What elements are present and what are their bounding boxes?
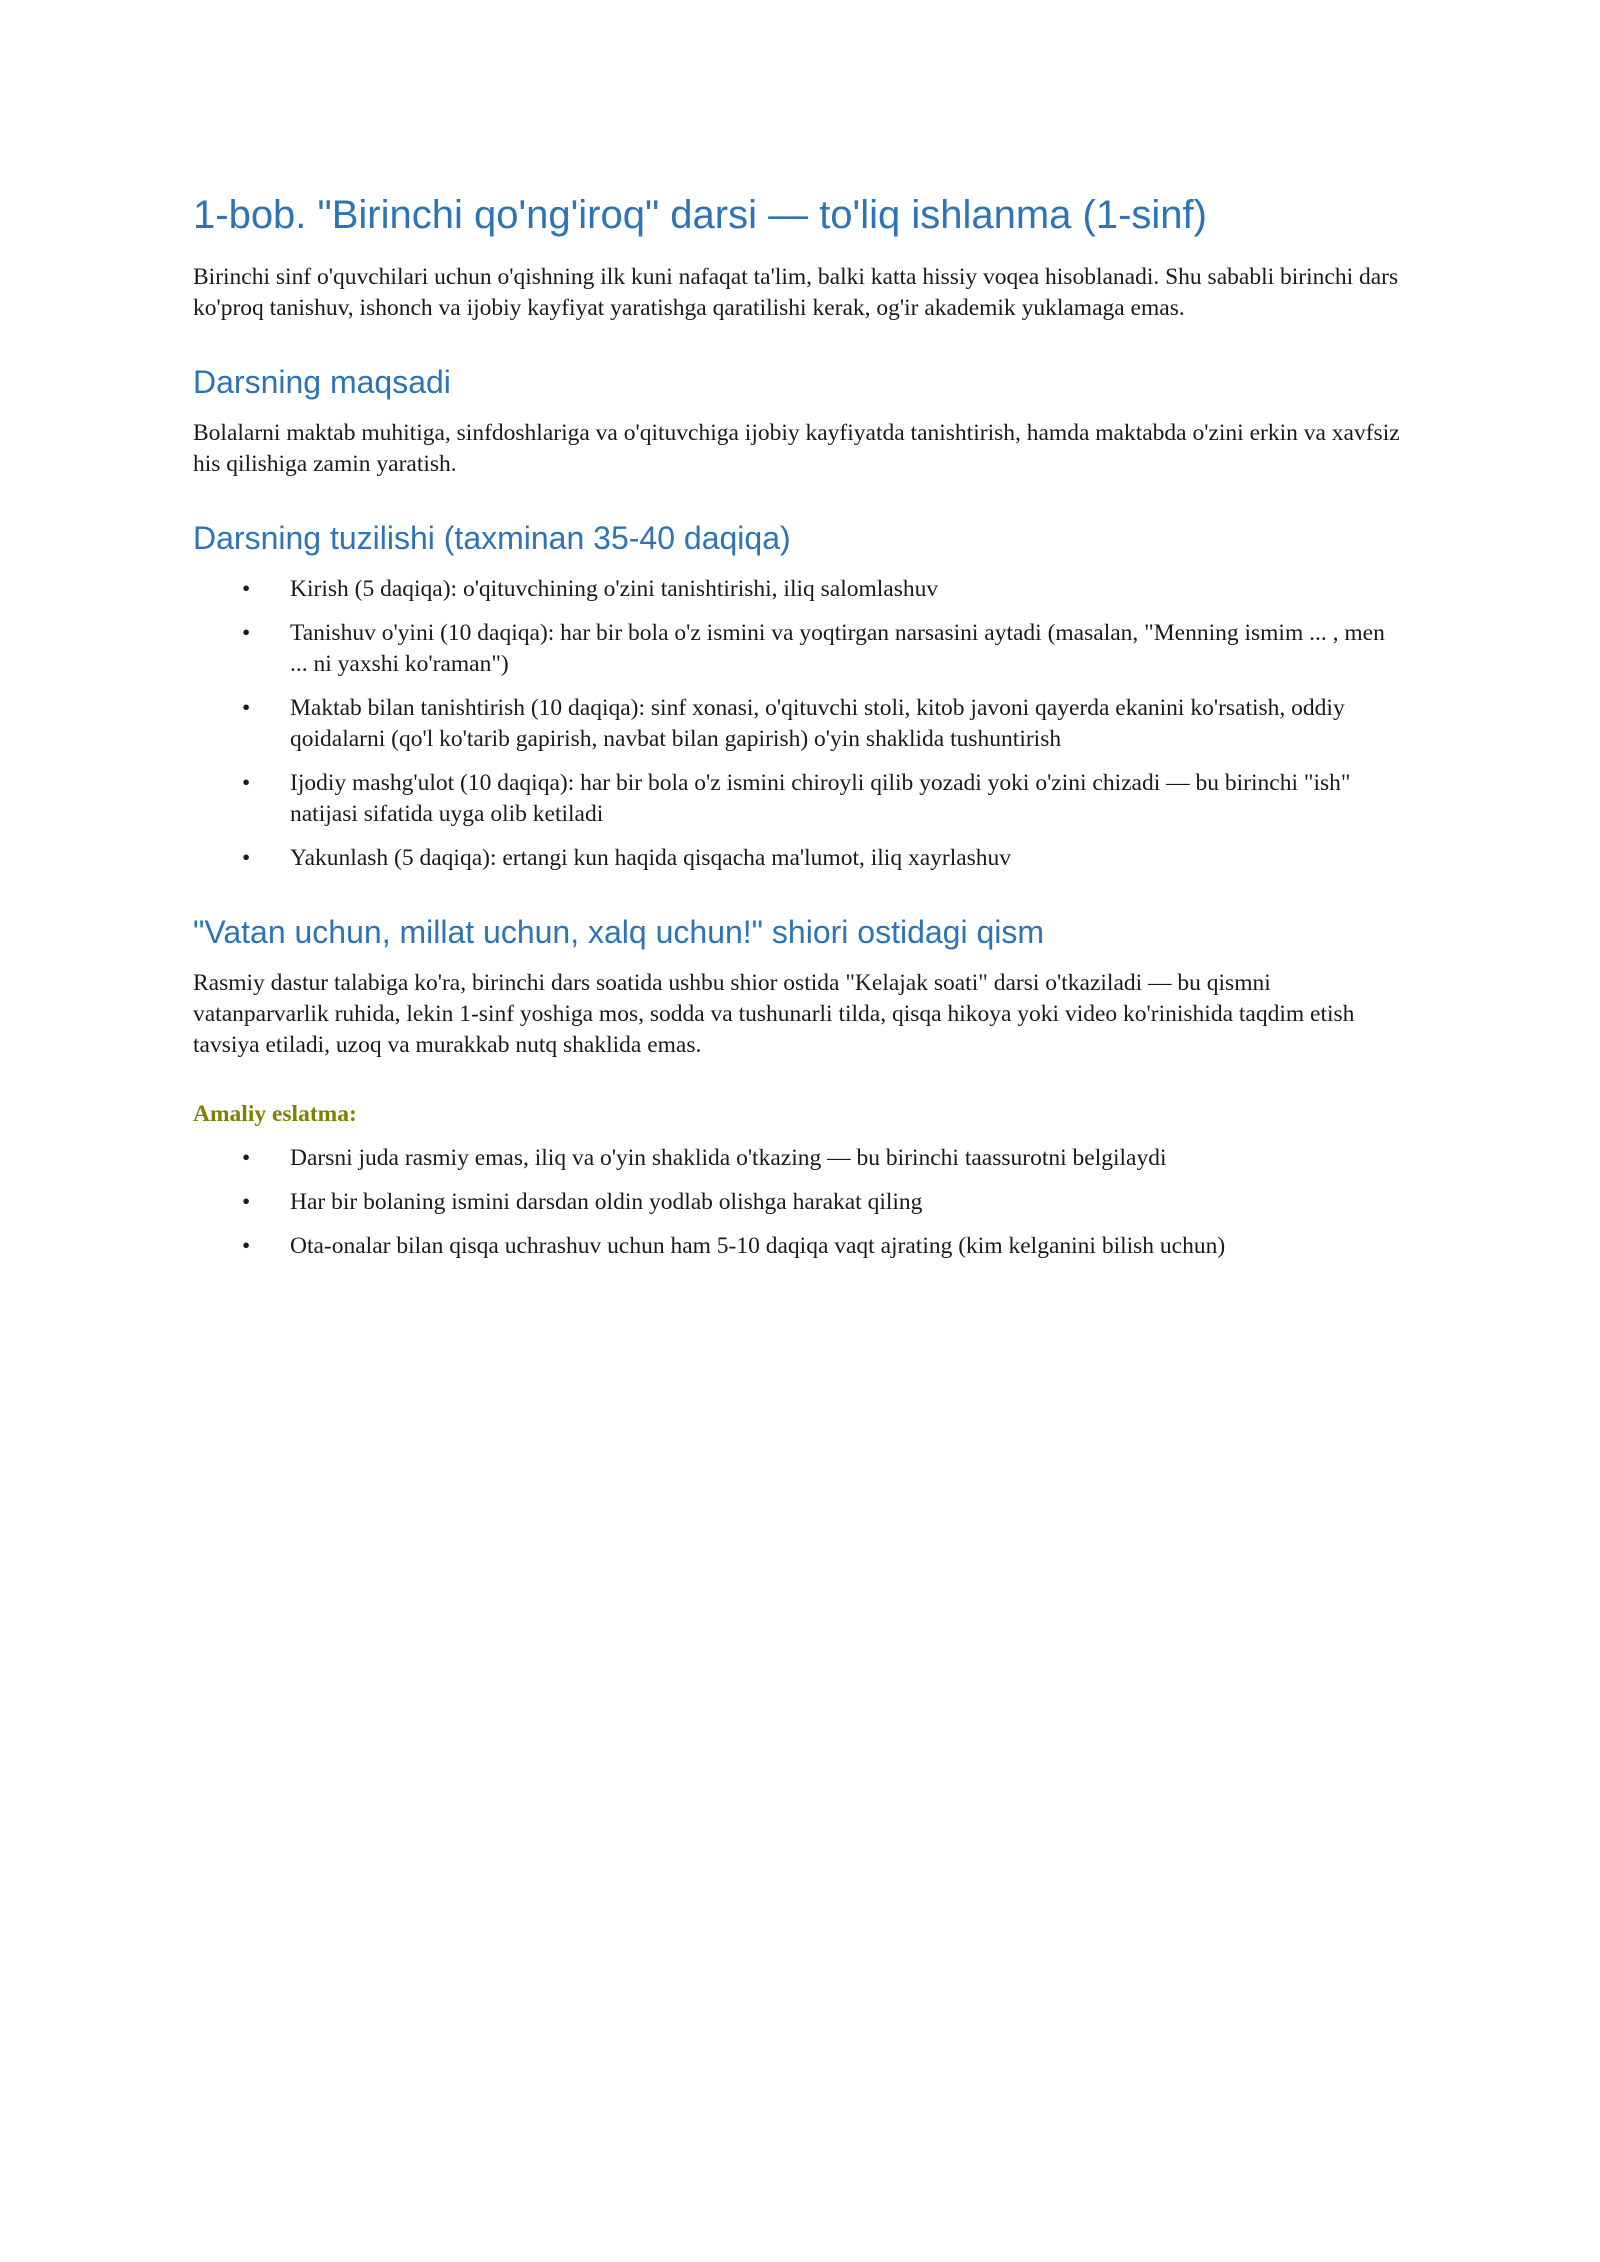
goal-heading: Darsning maqsadi bbox=[193, 364, 451, 400]
list-item-text: Kirish (5 daqiqa): o'qituvchining o'zini tanishtirishi, iliq salomlashuv bbox=[290, 576, 939, 602]
list-item bbox=[193, 843, 1408, 874]
structure-heading: Darsning tuzilishi (taxminan 35-40 daqiqa) bbox=[193, 520, 791, 556]
list-item bbox=[193, 574, 1408, 605]
list-item-text: Tanishuv o'yini (10 daqiqa): har bir bola o'z ismini va yoqtirgan narsasini aytadi (masalan, "Menning ismim ... , men ... ni yaxshi ko'raman") bbox=[290, 620, 1385, 677]
list-item-text: Maktab bilan tanishtirish (10 daqiqa): sinf xonasi, o'qituvchi stoli, kitob javoni qayerda ekanini ko'rsatish, oddiy qoidalarni (qo'l ko'tarib gapirish, navbat bilan gapirish) o'yin shaklida tushuntirish bbox=[290, 695, 1345, 752]
list-item-text: Yakunlash (5 daqiqa): ertangi kun haqida qisqacha ma'lumot, iliq xayrlashuv bbox=[290, 845, 1012, 871]
practical-note-list bbox=[193, 1143, 1408, 1262]
bullet-icon: • bbox=[242, 1189, 251, 1215]
bullet-icon: • bbox=[242, 695, 251, 721]
bullet-icon: • bbox=[242, 576, 251, 602]
list-item-text: Ijodiy mashg'ulot (10 daqiqa): har bir bola o'z ismini chiroyli qilib yozadi yoki o'zini chizadi — bu birinchi "ish" natijasi sifatida uyga olib ketiladi bbox=[290, 770, 1351, 827]
practical-note-label: Amaliy eslatma: bbox=[193, 1101, 357, 1127]
list-item bbox=[193, 1187, 1408, 1218]
motto-heading: "Vatan uchun, millat uchun, xalq uchun!" shiori ostidagi qism bbox=[193, 914, 1045, 950]
list-item bbox=[193, 1143, 1408, 1174]
list-item bbox=[193, 768, 1408, 830]
list-item bbox=[193, 693, 1408, 755]
bullet-icon: • bbox=[242, 770, 251, 796]
list-item-text: Darsni juda rasmiy emas, iliq va o'yin shaklida o'tkazing — bu birinchi taassurotni belgilaydi bbox=[290, 1145, 1167, 1171]
motto-paragraph: Rasmiy dastur talabiga ko'ra, birinchi dars soatida ushbu shior ostida "Kelajak soati" darsi o'tkaziladi — bu qismni vatanparvarlik ruhida, lekin 1-sinf yoshiga mos, sodda va tushunarli tilda, qisqa hikoya yoki video ko'rinishida taqdim etish tavsiya etiladi, uzoq va murakkab nutq shaklida emas. bbox=[193, 970, 1355, 1058]
document-content bbox=[193, 190, 1408, 1300]
list-item-text: Har bir bolaning ismini darsdan oldin yodlab olishga harakat qiling bbox=[290, 1189, 923, 1215]
list-item bbox=[193, 1231, 1408, 1262]
structure-list bbox=[193, 574, 1408, 874]
bullet-icon: • bbox=[242, 845, 251, 871]
bullet-icon: • bbox=[242, 1233, 251, 1259]
goal-paragraph: Bolalarni maktab muhitiga, sinfdoshlariga va o'qituvchiga ijobiy kayfiyatda tanishtirish, hamda maktabda o'zini erkin va xavfsiz his qilishiga zamin yaratish. bbox=[193, 420, 1400, 477]
bullet-icon: • bbox=[242, 1145, 251, 1171]
list-item bbox=[193, 618, 1408, 680]
chapter-title: 1-bob. "Birinchi qo'ng'iroq" darsi — to'liq ishlanma (1-sinf) bbox=[193, 193, 1207, 237]
intro-paragraph: Birinchi sinf o'quvchilari uchun o'qishning ilk kuni nafaqat ta'lim, balki katta hissiy voqea hisoblanadi. Shu sababli birinchi dars ko'proq tanishuv, ishonch va ijobiy kayfiyat yaratishga qaratilishi kerak, og'ir akademik yuklamaga emas. bbox=[193, 264, 1399, 321]
list-item-text: Ota-onalar bilan qisqa uchrashuv uchun ham 5-10 daqiqa vaqt ajrating (kim kelganini bilish uchun) bbox=[290, 1233, 1226, 1259]
bullet-icon: • bbox=[242, 620, 251, 646]
